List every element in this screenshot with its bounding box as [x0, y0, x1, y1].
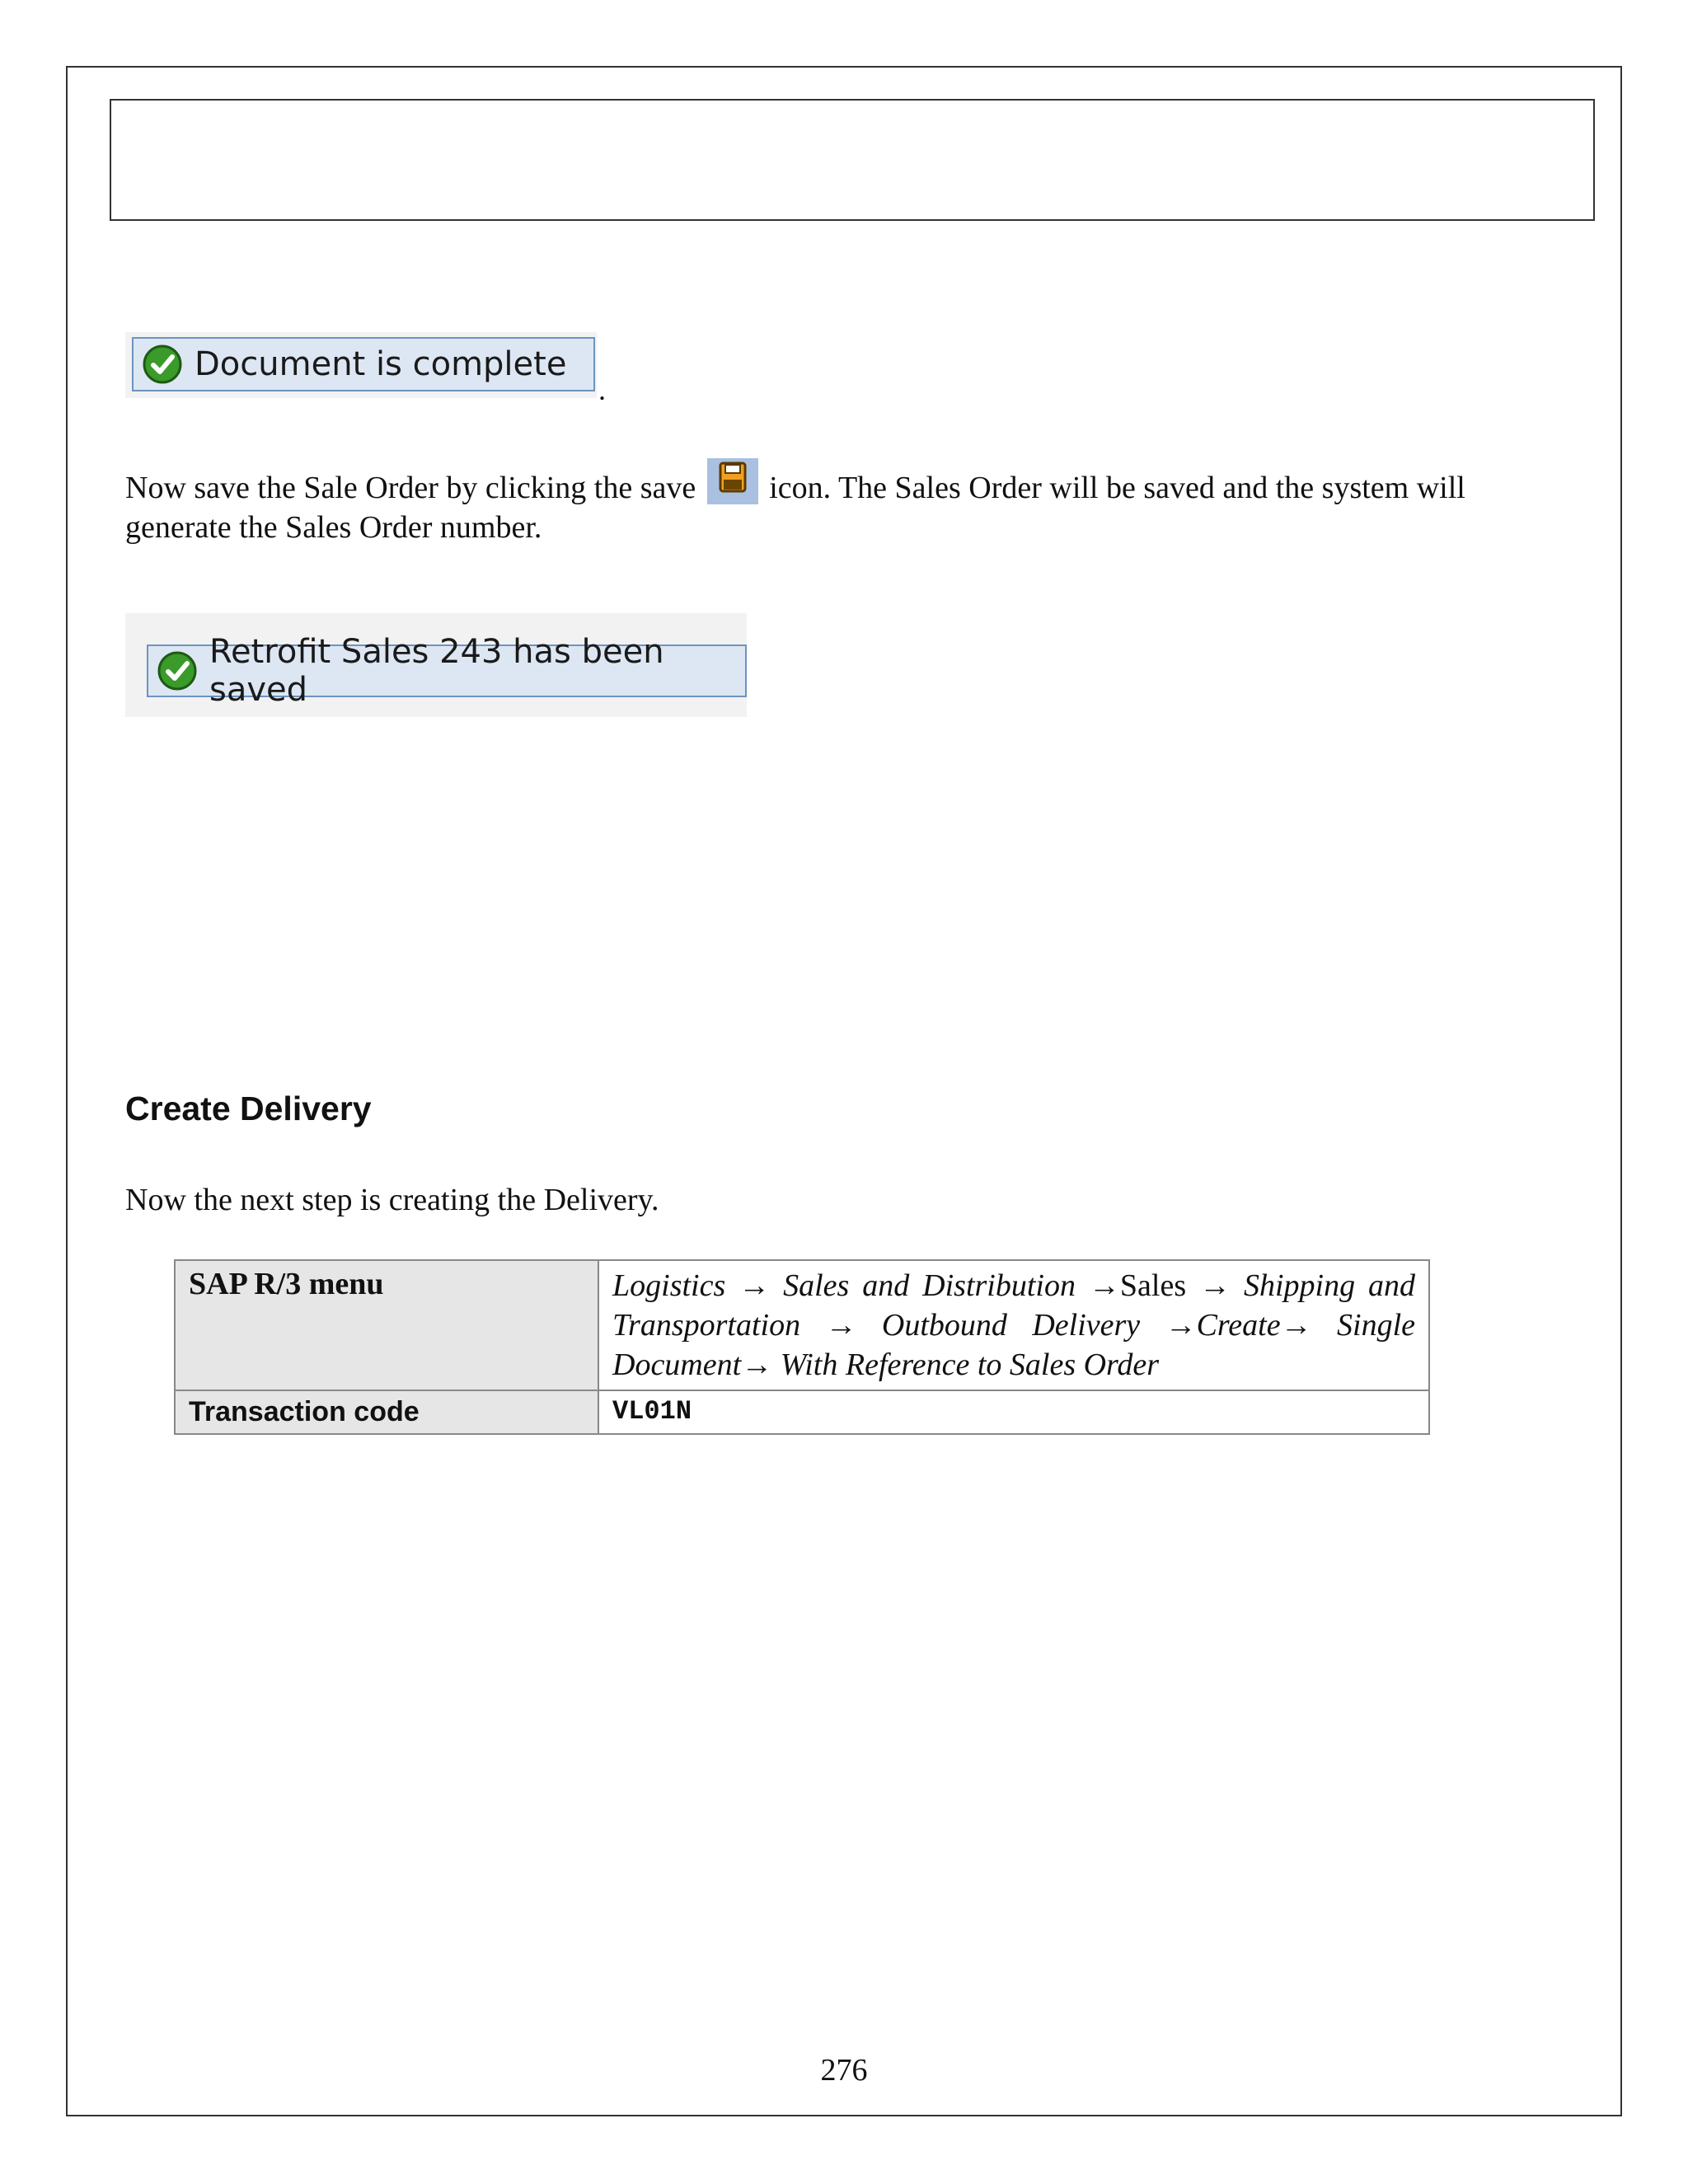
menu-path-segment: Sales [1119, 1268, 1187, 1303]
save-paragraph [125, 458, 1559, 547]
menu-path-segment: Create [1196, 1308, 1281, 1343]
menu-path-segment: → [800, 1308, 882, 1343]
menu-path-segment: → [1075, 1268, 1120, 1303]
menu-path-segment: → [1280, 1308, 1338, 1343]
success-check-icon [157, 650, 198, 691]
table-label-tcode: Transaction code [175, 1390, 598, 1434]
section-intro: Now the next step is creating the Delivery. [125, 1183, 659, 1217]
transaction-code: VL01N [598, 1390, 1429, 1434]
table-menu-path [598, 1260, 1429, 1390]
table-row [175, 1260, 1429, 1390]
page-number: 276 [820, 2053, 868, 2088]
menu-path-segment: Sales and Distribution [783, 1268, 1076, 1303]
menu-path-segment: → [1140, 1308, 1197, 1343]
menu-path-segment: Single Document [612, 1308, 1415, 1382]
status-bar-2 [125, 613, 747, 717]
menu-path-segment: → [1186, 1268, 1244, 1303]
menu-path-segment: Logistics [612, 1268, 726, 1303]
menu-path-segment: Shipping and Transportation [612, 1268, 1415, 1343]
table-label-menu: SAP R/3 menu [175, 1260, 598, 1390]
sap-menu-table [174, 1259, 1430, 1435]
status-message-1-text: Document is complete [195, 345, 567, 383]
status-message-2[interactable] [147, 633, 747, 709]
table-row [175, 1390, 1429, 1434]
menu-path-segment: → [741, 1347, 781, 1382]
status-bar-1 [125, 332, 597, 398]
save-icon [707, 458, 758, 504]
section-title: Create Delivery [125, 1090, 372, 1127]
menu-path-segment: Outbound Delivery [881, 1308, 1141, 1343]
save-paragraph-after: icon. The Sales Order will be saved and the system will generate the Sales Order number. [125, 471, 1465, 545]
status-message-2-text: Retrofit Sales 243 has been saved [209, 633, 664, 709]
save-paragraph-before: Now save the Sale Order by clicking the save [125, 471, 696, 505]
header-box [110, 99, 1595, 221]
menu-path-segment: → [725, 1268, 784, 1303]
status-trailing-dot: . [598, 373, 606, 406]
success-check-icon [142, 344, 183, 385]
menu-path-segment: With Reference to Sales Order [780, 1347, 1160, 1382]
status-message-1[interactable] [132, 337, 595, 391]
